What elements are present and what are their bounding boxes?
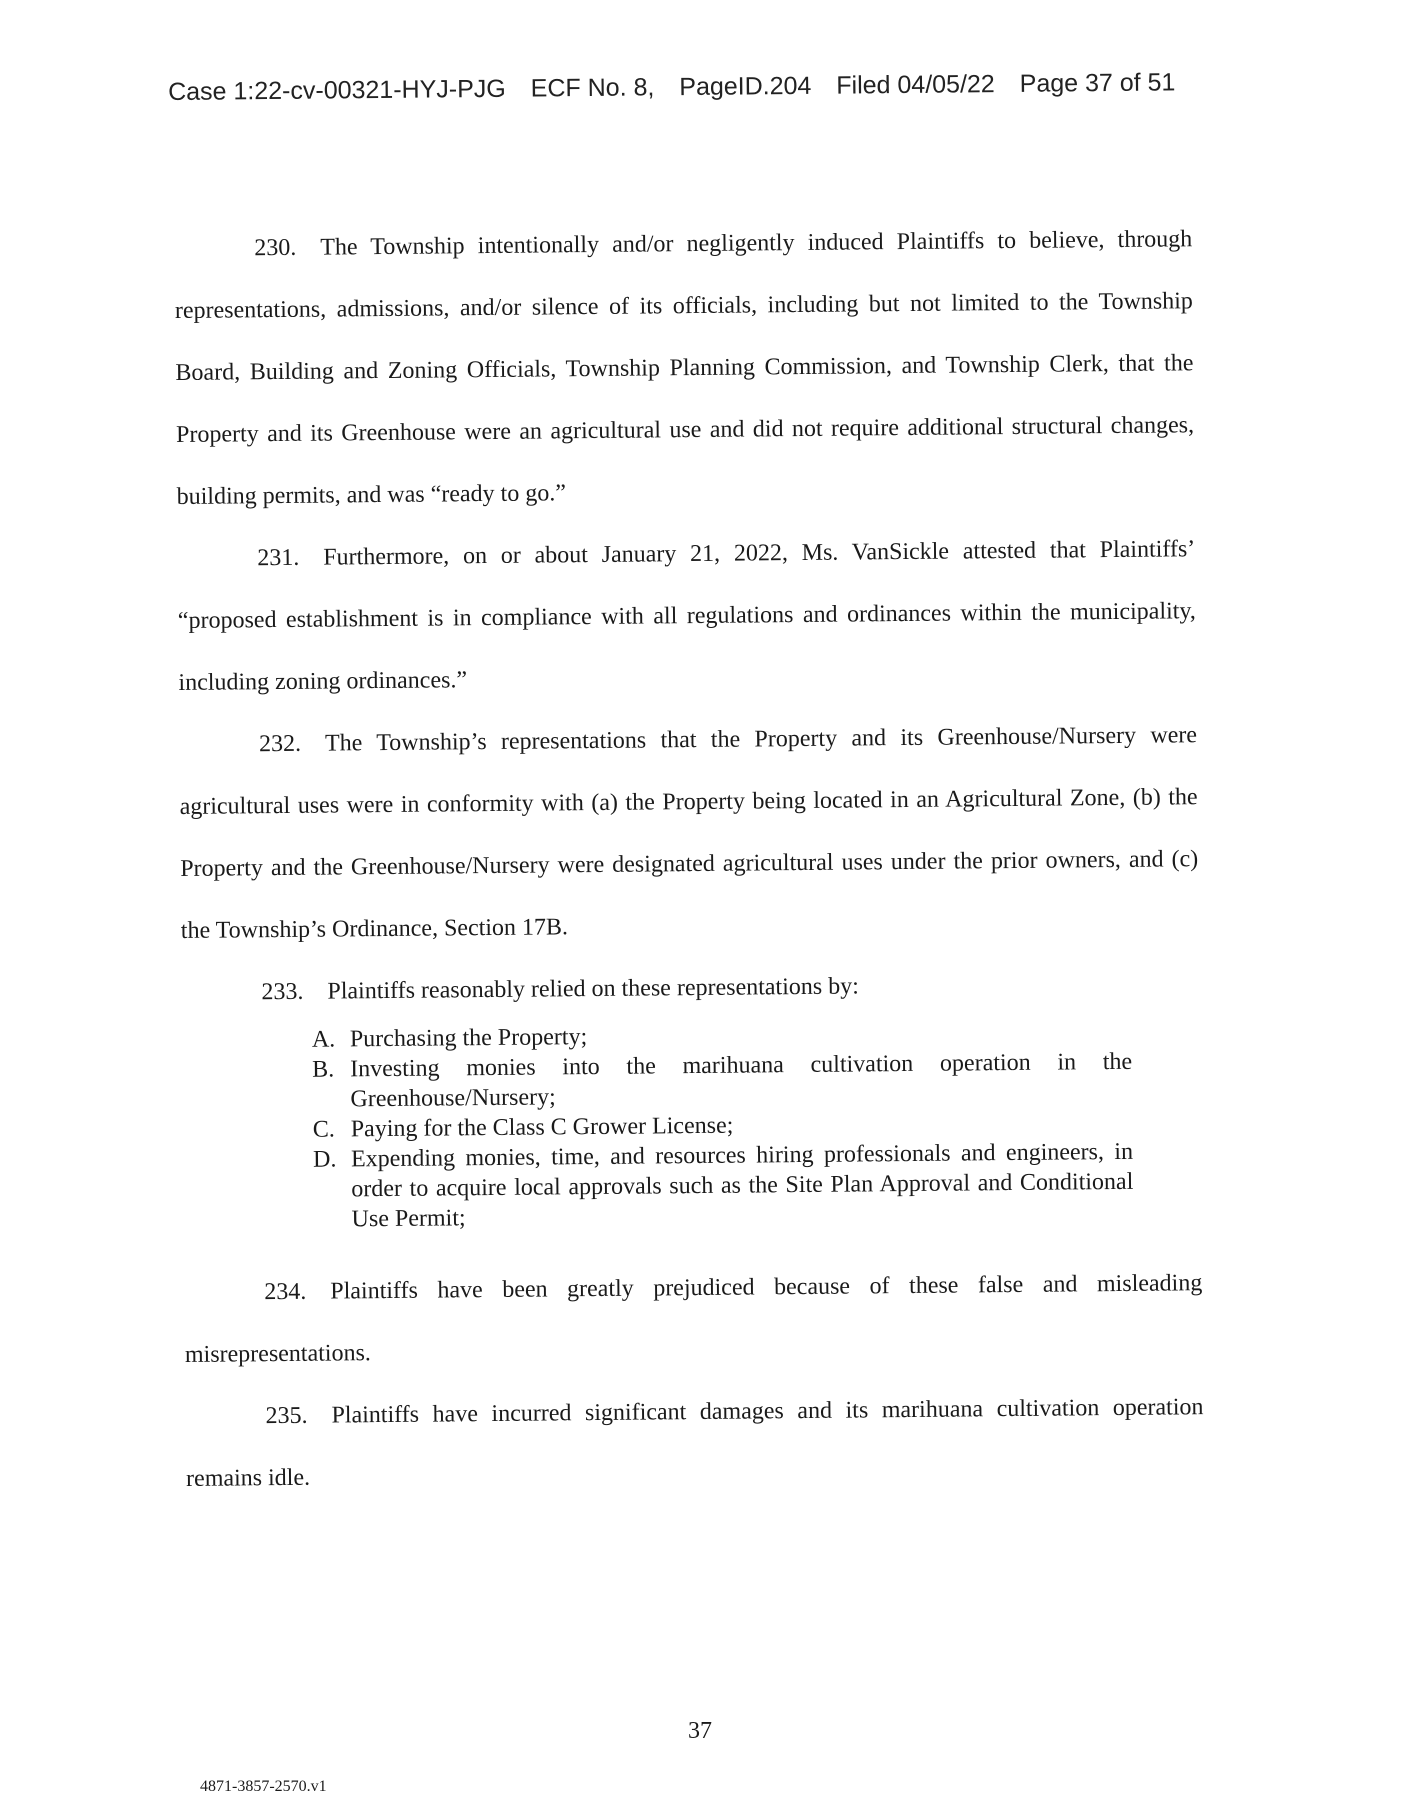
document-id: 4871-3857-2570.v1 xyxy=(200,1778,327,1795)
list-item-text: Investing monies into the marihuana cultivation operation in the Greenhouse/Nursery; xyxy=(350,1048,1133,1113)
paragraph-text: The Township’s representations that the Property and its Greenhouse/Nursery were agricultural uses were in conformity with (a) the Property being located in an Agricultural Zone, (b) the Property and the Greenhouse/Nursery were designated agricultural uses under the prior owners, and (c) the Township’s Ordinance, Section 17B. xyxy=(179,722,1199,944)
list-item xyxy=(312,1047,1133,1115)
list-item-text: Purchasing the Property; xyxy=(349,1024,588,1053)
page-count: Page 37 of 51 xyxy=(1019,68,1176,98)
paragraph-number: 230. xyxy=(254,234,297,262)
paragraph-230 xyxy=(174,208,1195,528)
paragraph-text: Plaintiffs have been greatly prejudiced because of these false and misleading misrepresentations. xyxy=(184,1270,1203,1368)
paragraph-235 xyxy=(185,1376,1204,1510)
list-letter: C. xyxy=(312,1116,335,1143)
paragraph-number: 234. xyxy=(264,1278,307,1306)
page-id: PageID.204 xyxy=(679,71,812,102)
paragraph-text: Plaintiffs have incurred significant damages and its marihuana cultivation operation remains idle. xyxy=(185,1394,1204,1492)
paragraph-234 xyxy=(184,1252,1203,1386)
paragraph-number: 235. xyxy=(265,1402,308,1430)
list-letter: D. xyxy=(312,1146,337,1173)
paragraph-231 xyxy=(177,518,1197,714)
paragraph-number: 233. xyxy=(261,978,304,1006)
page-number: 37 xyxy=(688,1718,712,1744)
ecf-number: ECF No. 8, xyxy=(530,73,655,103)
list-item xyxy=(313,1137,1134,1235)
paragraph-number: 232. xyxy=(258,730,302,758)
case-header xyxy=(168,68,1228,107)
document-body xyxy=(174,208,1204,1510)
case-number: Case 1:22-cv-00321-HYJ-PJG xyxy=(168,74,506,106)
paragraph-233 xyxy=(181,952,1200,1024)
list-letter: B. xyxy=(312,1056,335,1083)
paragraph-text: Plaintiffs reasonably relied on these representations by: xyxy=(327,973,859,1005)
paragraph-text: Furthermore, on or about January 21, 2022, Ms. VanSickle attested that Plaintiffs’ “proposed establishment is in compliance with all regulations and ordinances within the municipality, including zoning ordinances.” xyxy=(177,536,1196,696)
paragraph-232 xyxy=(179,704,1199,962)
filed-date: Filed 04/05/22 xyxy=(836,70,995,100)
list-letter: A. xyxy=(311,1026,336,1053)
paragraph-number: 231. xyxy=(257,544,300,572)
paragraph-text: The Township intentionally and/or negligently induced Plaintiffs to believe, through representations, admissions, and/or silence of its officials, including but not limited to the Township Board, Building and Zoning Officials, Township Planning Commission, and Township Clerk, that the Property and its Greenhouse were an agricultural use and did not require additional structural changes, building permits, and was “ready to go.” xyxy=(174,226,1195,510)
reliance-list xyxy=(312,1017,1134,1235)
list-item-text: Expending monies, time, and resources hiring professionals and engineers, in order to acquire local approvals such as the Site Plan Approval and Conditional Use Permit; xyxy=(350,1138,1134,1233)
list-item-text: Paying for the Class C Grower License; xyxy=(350,1112,734,1143)
